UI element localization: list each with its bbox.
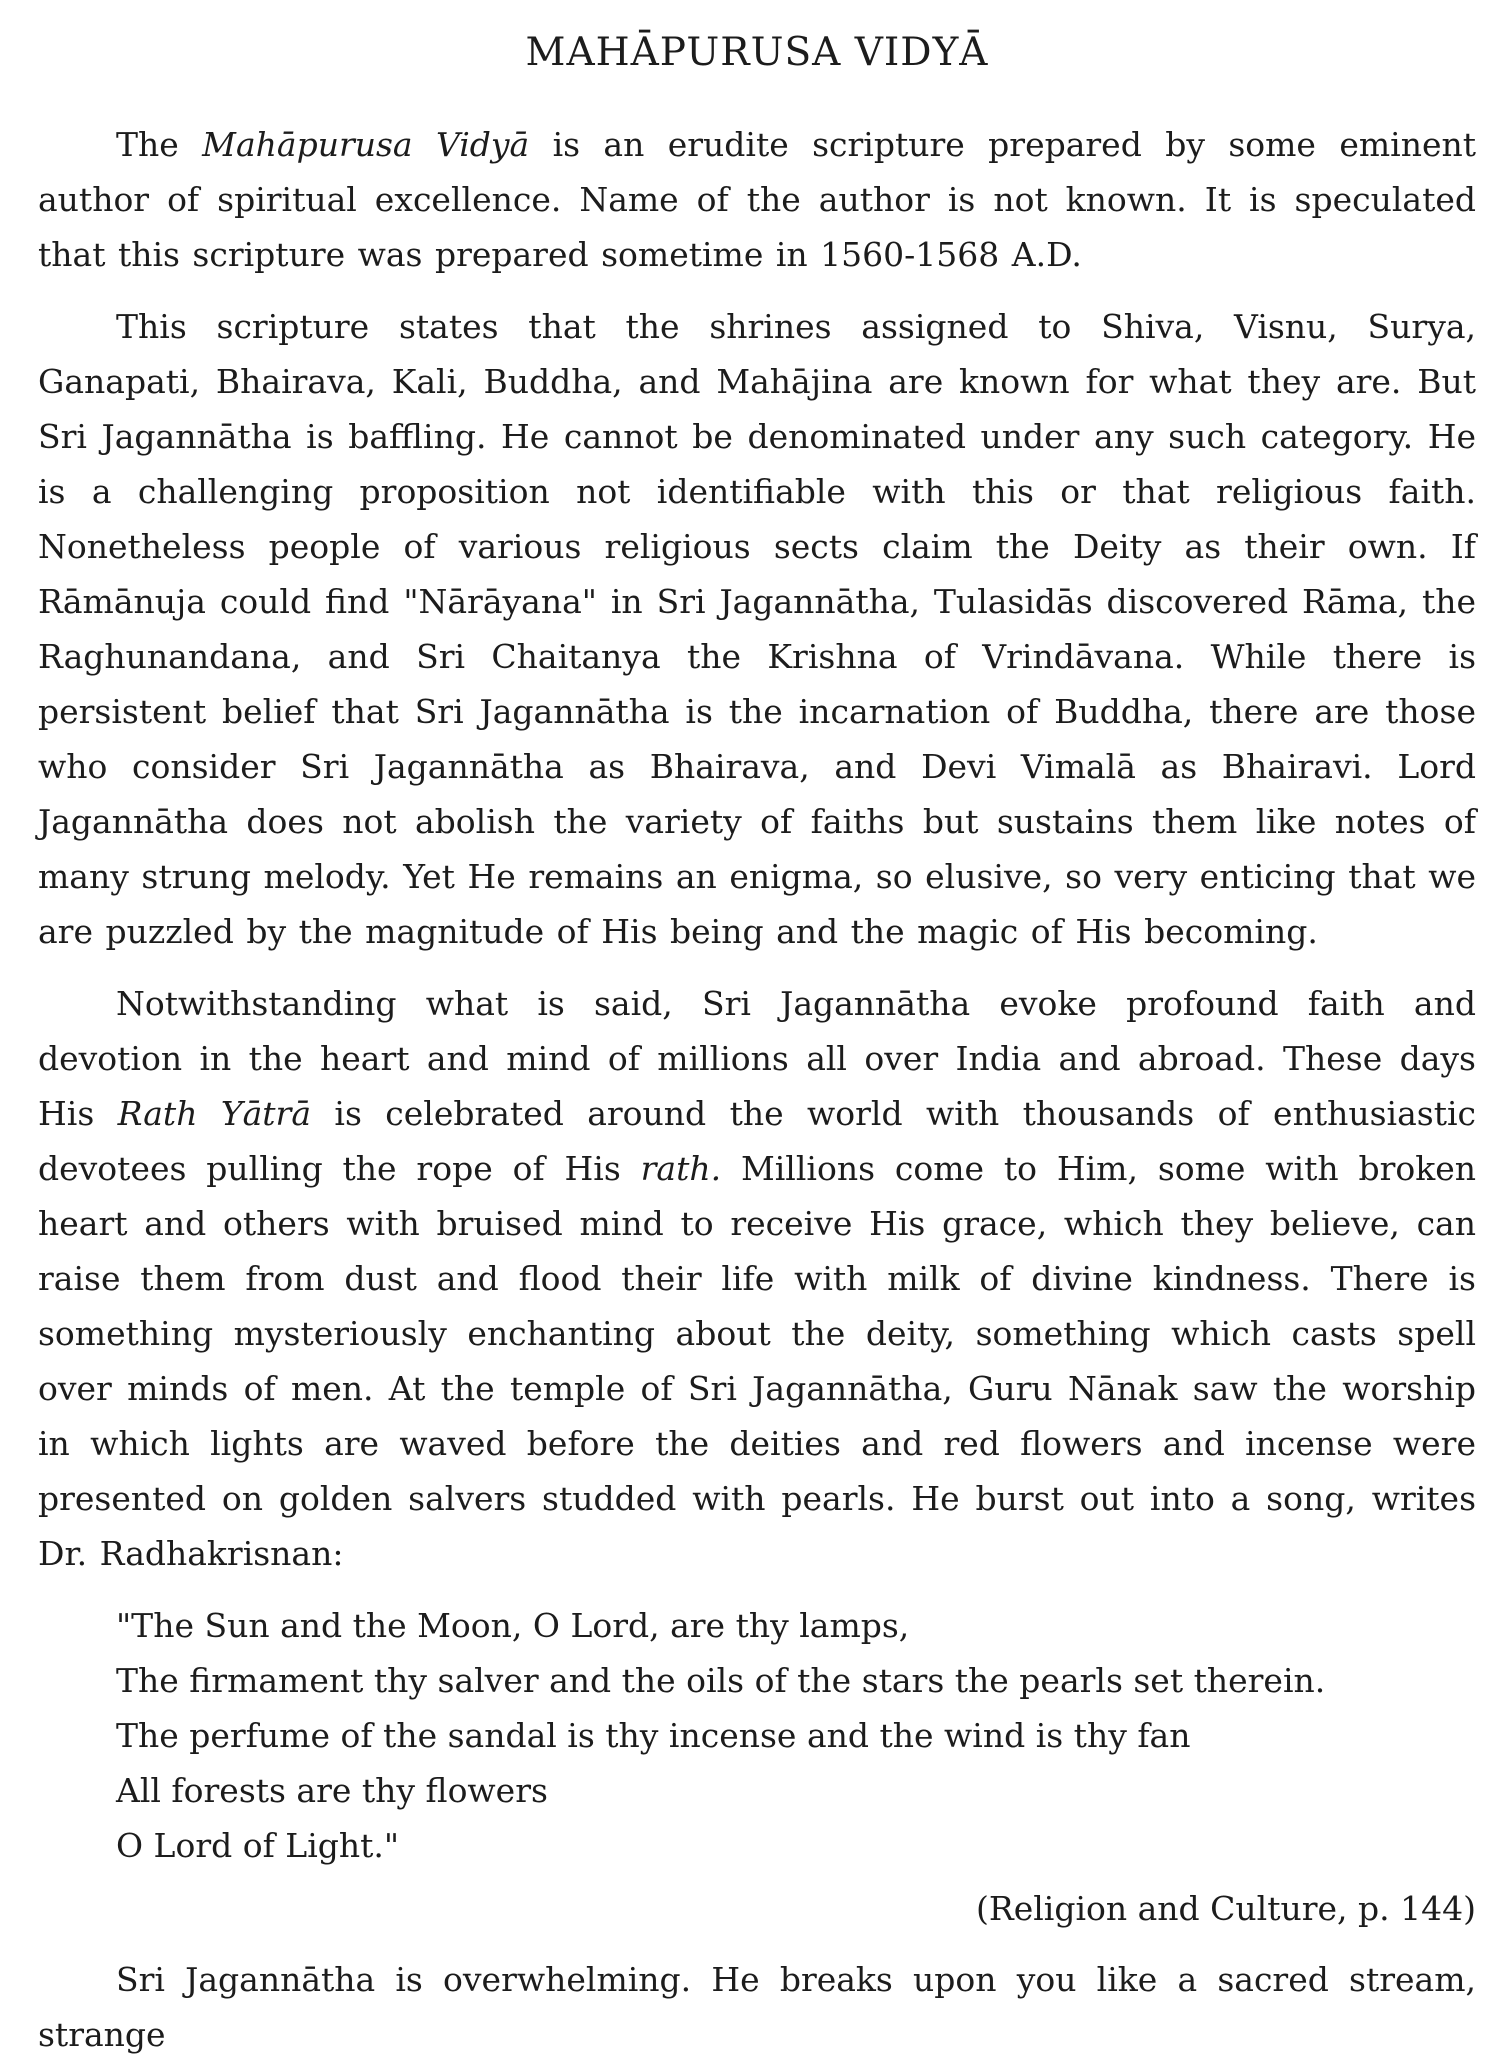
paragraph-intro-text-start: The <box>116 125 203 164</box>
paragraph-overwhelming: Sri Jagannātha is overwhelming. He breaks upon you like a sacred stream, strange <box>38 1960 1476 2054</box>
quote-line: The perfume of the sandal is thy incense and the wind is thy fan <box>116 1716 1191 1755</box>
scripture-name-italic: Mahāpurusa Vidyā <box>202 125 530 164</box>
paragraph-intro <box>38 117 1476 282</box>
quote-line: The firmament thy salver and the oils of the stars the pearls set therein. <box>116 1661 1326 1700</box>
paragraph-intro-text-end: is an erudite scripture prepared by some eminent author of spiritual excellence. Name of the author is not known. It is speculated that this scripture was prepared sometime in 1560-1568 A.D. <box>38 125 1476 274</box>
quote-line: All forests are thy flowers <box>116 1771 548 1810</box>
paragraph-devotion-text-3: Millions come to Him, some with broken heart and others with bruised mind to receive His grace, which they believe, can raise them from dust and flood their life with milk of divine kindness. There is something mysteriously enchanting about the deity, something which casts spell over minds of men. At the temple of Sri Jagannātha, Guru Nānak saw the worship in which lights are waved before the deities and red flowers and incense were presented on golden salvers studded with pearls. He burst out into a song, writes Dr. Radhakrisnan: <box>38 1149 1476 1573</box>
quote-line: "The Sun and the Moon, O Lord, are thy lamps, <box>116 1606 910 1645</box>
song-quote <box>116 1598 1476 1873</box>
paragraph-devotion-text-2: is celebrated around the world with thousands of enthusiastic devotees pulling the rope of His <box>38 1094 1476 1188</box>
page-title: MAHĀPURUSA VIDYĀ <box>525 30 989 75</box>
rath-yatra-italic: Rath Yātrā <box>117 1094 312 1133</box>
quote-line: O Lord of Light." <box>116 1826 400 1865</box>
paragraph-devotion <box>38 976 1476 1581</box>
paragraph-devotion-text-1: Notwithstanding what is said, Sri Jagannātha evoke profound faith and devotion in the heart and mind of millions all over India and abroad. These days His <box>38 984 1476 1133</box>
paragraph-shrines: This scripture states that the shrines assigned to Shiva, Visnu, Surya, Ganapati, Bhairava, Kali, Buddha, and Mahājina are known for what they are. But Sri Jagannātha is baffling. He cannot be denominated under any such category. He is a challenging proposition not identifiable with this or that religious faith. Nonetheless people of various religious sects claim the Deity as their own. If Rāmānuja could find "Nārāyana" in Sri Jagannātha, Tulasidās discovered Rāma, the Raghunandana, and Sri Chaitanya the Krishna of Vrindāvana. While there is persistent belief that Sri Jagannātha is the incarnation of Buddha, there are those who consider Sri Jagannātha as Bhairava, and Devi Vimalā as Bhairavi. Lord Jagannātha does not abolish the variety of faiths but sustains them like notes of many strung melody. Yet He remains an enigma, so elusive, so very enticing that we are puzzled by the magnitude of His being and the magic of His becoming. <box>38 307 1476 951</box>
quote-citation: (Religion and Culture, p. 144) <box>975 1889 1476 1928</box>
rath-italic: rath. <box>640 1149 722 1188</box>
